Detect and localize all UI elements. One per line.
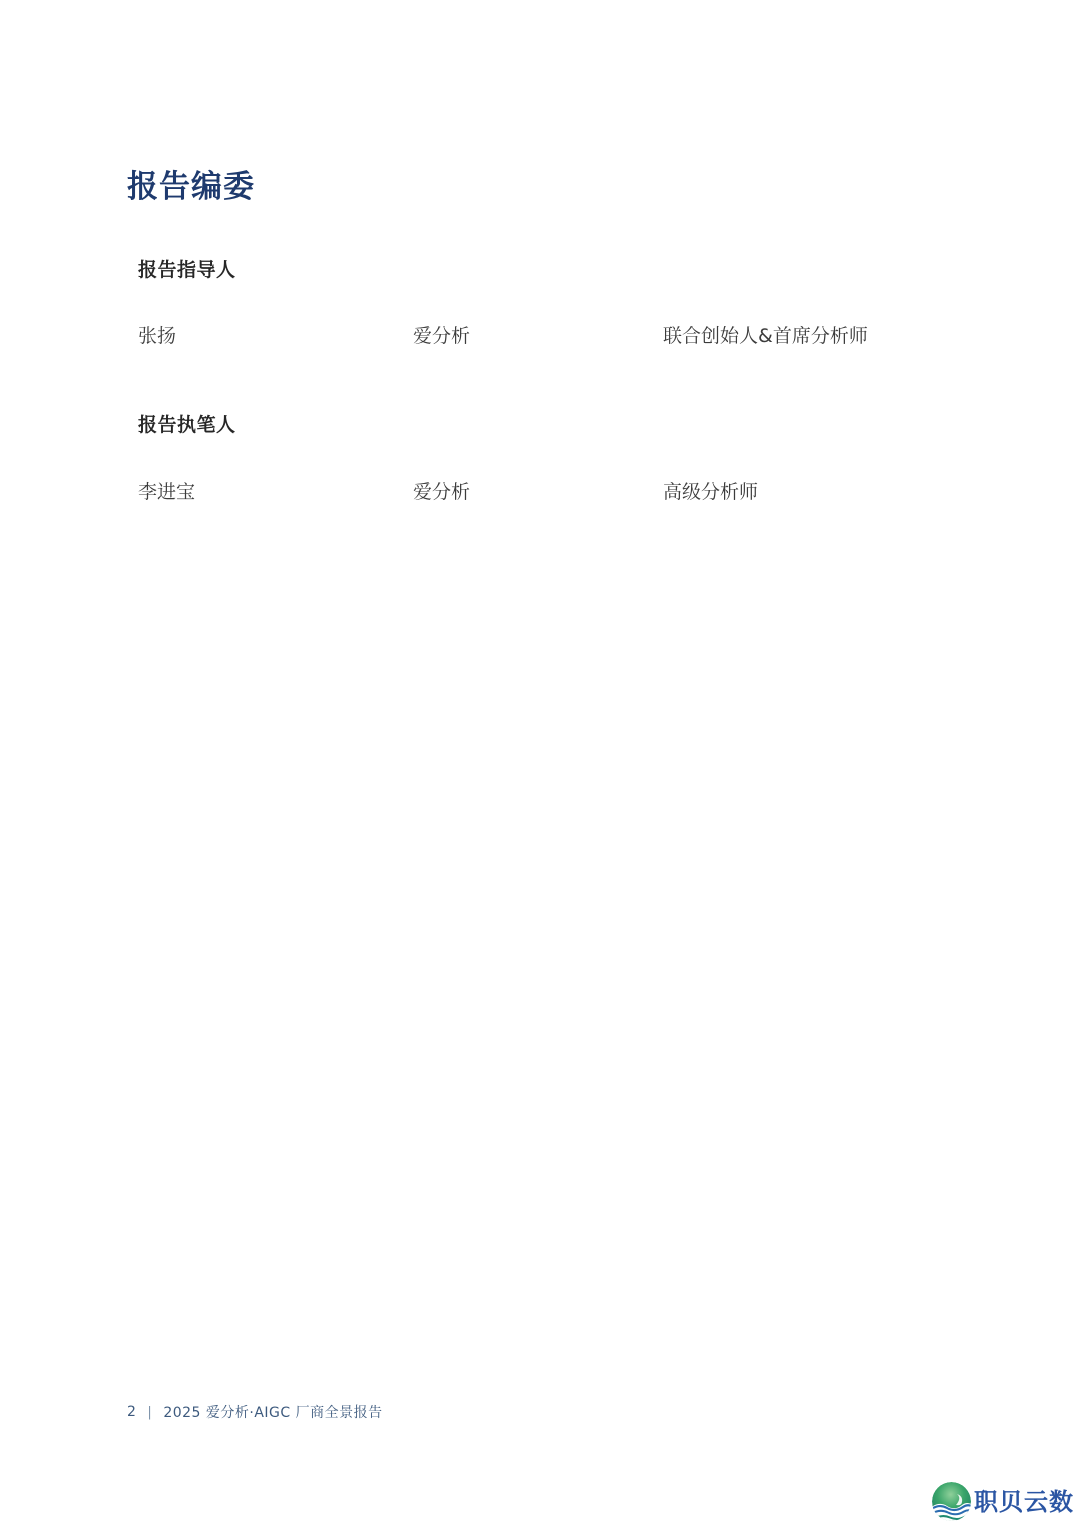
person-row-advisor [138, 321, 868, 348]
section-label-advisor: 报告指导人 [138, 259, 236, 281]
page-footer [127, 1402, 383, 1422]
person-org: 爱分析 [413, 325, 471, 347]
person-org: 爱分析 [413, 481, 471, 503]
company-logo [932, 1482, 1074, 1521]
person-role: 高级分析师 [663, 481, 759, 503]
wave-sphere-icon [932, 1482, 971, 1521]
footer-report-title: 2025 爱分析·AIGC 厂商全景报告 [163, 1405, 383, 1421]
footer-separator: | [147, 1404, 153, 1420]
page-title: 报告编委 [127, 169, 255, 205]
section-label-author: 报告执笔人 [138, 414, 236, 436]
person-role: 联合创始人&首席分析师 [663, 325, 868, 347]
person-name: 李进宝 [138, 481, 196, 503]
page-number: 2 [127, 1404, 137, 1420]
person-row-author [138, 477, 758, 504]
person-name: 张扬 [138, 325, 177, 347]
logo-text: 职贝云数 [974, 1487, 1074, 1516]
